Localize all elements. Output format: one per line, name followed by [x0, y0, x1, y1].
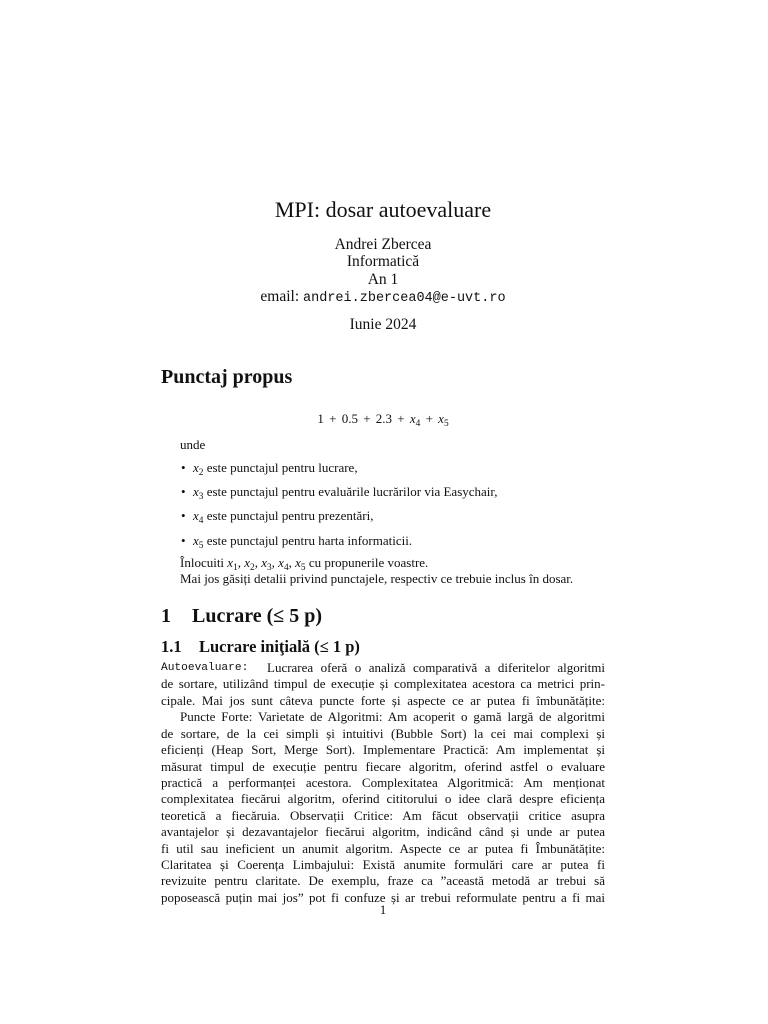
- replace-separator: ,: [271, 555, 275, 570]
- replace-variable: x: [278, 555, 284, 570]
- formula-subscript: 5: [443, 418, 449, 429]
- document-date: Iunie 2024: [349, 316, 417, 333]
- replace-separator: ,: [254, 555, 258, 570]
- subsection-number: 1.1: [161, 637, 182, 656]
- item-text: este punctajul pentru harta informaticii.: [206, 533, 413, 548]
- item-variable: x: [193, 533, 199, 548]
- self-evaluation-label: Autoevaluare:: [161, 662, 249, 674]
- paragraph-line: cipale. Mai jos sunt câteva puncte forte și aspecte ce ar putea fi îmbunătățite:: [161, 692, 605, 708]
- list-item: [180, 533, 412, 549]
- score-heading: Punctaj propus: [161, 366, 293, 388]
- email-label: email:: [260, 288, 300, 305]
- document-title: MPI: dosar autoevaluare: [274, 197, 492, 222]
- bullet-icon: •: [181, 533, 186, 548]
- item-subscript: 4: [198, 515, 204, 526]
- item-text: este punctajul pentru evaluările lucrărilor via Easychair,: [206, 484, 498, 499]
- score-formula: [161, 410, 605, 428]
- replace-variable: x: [227, 555, 234, 570]
- replace-separator: ,: [237, 555, 241, 570]
- paragraph-line: fi util sau ineficient un anumit algoritm. Aspecte ce ar putea fi Îmbunătățite:: [161, 840, 605, 856]
- section-title: Lucrare (≤ 5 p): [192, 605, 323, 627]
- paragraph-line: poposească puțin mai jos” pot fi confuze și ar trebui reformulate pentru a fi mai: [161, 889, 605, 905]
- section-number: 1: [161, 605, 171, 627]
- self-evaluation-paragraph: [161, 660, 605, 906]
- item-subscript: 5: [198, 540, 204, 551]
- list-item: [180, 460, 358, 476]
- paragraph-line: teoretică a fiecăruia. Observații Critice: Am făcut observații critice asupra: [161, 807, 605, 823]
- formula-variable: x: [409, 411, 416, 426]
- replace-subscript: 1: [233, 562, 238, 573]
- replace-subscript: 4: [283, 562, 289, 573]
- paragraph-line: de sortare, utilizând timpul de execuție și complexitatea acestora ca metrici prin-: [161, 676, 605, 692]
- bullet-icon: •: [181, 460, 186, 475]
- paragraph-line: practică a performanței acestora. Complexitatea Algoritmică: Am menționat: [161, 774, 605, 790]
- bullet-icon: •: [181, 508, 186, 523]
- replace-prefix: Înlocuiti: [180, 555, 225, 570]
- item-variable: x: [193, 484, 199, 499]
- paragraph-line: Claritatea și Coerența Limbajului: Există anumite formulări care ar putea fi: [161, 857, 605, 873]
- replace-variable: x: [244, 555, 251, 570]
- formula-plus: +: [425, 411, 433, 426]
- replace-suffix: cu propunerile voastre.: [308, 555, 429, 570]
- formula-subscript: 4: [415, 418, 421, 429]
- author-program: Informatică: [346, 253, 420, 270]
- author-name: Andrei Zbercea: [334, 236, 432, 253]
- list-item: [180, 508, 373, 524]
- paragraph-line: revizuite pentru claritate. De exemplu, fraze ca ”această metodă ar trebui să: [161, 873, 605, 889]
- paragraph-line: de sortare, de la cei simpli și intuitivi (Bubble Sort) la cei mai complexi și: [161, 725, 605, 741]
- details-note: Mai jos găsiți detalii privind punctajele, respectiv ce trebuie inclus în dosar.: [180, 571, 574, 586]
- formula-variable: x: [438, 411, 444, 426]
- paragraph-line: avantajelor și dezavantajelor fiecărui algoritm, indicând când și unde ar putea: [161, 824, 605, 840]
- author-year: An 1: [367, 271, 399, 288]
- section-heading: [161, 605, 322, 627]
- item-subscript: 2: [198, 467, 204, 478]
- replace-subscript: 3: [266, 562, 272, 573]
- paragraph-line: eficienți (Heap Sort, Merge Sort). Implementare Practică: Am implementat și: [161, 742, 605, 758]
- paragraph-line: complexitatea fiecărui algoritm, oferind cititorului o idee clară despre eficiența: [161, 791, 605, 807]
- paragraph-line: [161, 660, 605, 676]
- replace-instruction: [180, 555, 428, 571]
- paragraph-line-text: Lucrarea oferă o analiză comparativă a diferitelor algoritmi: [267, 660, 605, 675]
- paragraph-line: Puncte Forte: Varietate de Algoritmi: Am acoperit o gamă largă de algoritmi: [180, 709, 605, 725]
- replace-separator: ,: [288, 555, 292, 570]
- formula-constants: 1 + 0.5 + 2.3 +: [317, 411, 405, 426]
- item-text: este punctajul pentru lucrare,: [206, 460, 358, 475]
- where-label: unde: [180, 437, 206, 452]
- bullet-icon: •: [181, 484, 186, 499]
- replace-variable: x: [261, 555, 267, 570]
- paragraph-line: măsurat timpul de execuție pentru fiecare algoritm, oferind astfel o evaluare: [161, 758, 605, 774]
- subsection-heading: [161, 637, 360, 657]
- list-item: [180, 484, 497, 500]
- item-variable: x: [193, 508, 199, 523]
- subsection-title: Lucrare iniţială (≤ 1 p): [199, 637, 360, 656]
- page-number: 1: [379, 902, 387, 917]
- item-subscript: 3: [198, 491, 204, 502]
- author-email-line: [161, 288, 605, 308]
- item-text: este punctajul pentru prezentări,: [206, 508, 374, 523]
- replace-subscript: 5: [300, 562, 306, 573]
- replace-variable: x: [295, 555, 301, 570]
- item-variable: x: [193, 460, 199, 475]
- email-address: andrei.zbercea04@e-uvt.ro: [303, 291, 506, 306]
- replace-subscript: 2: [250, 562, 255, 573]
